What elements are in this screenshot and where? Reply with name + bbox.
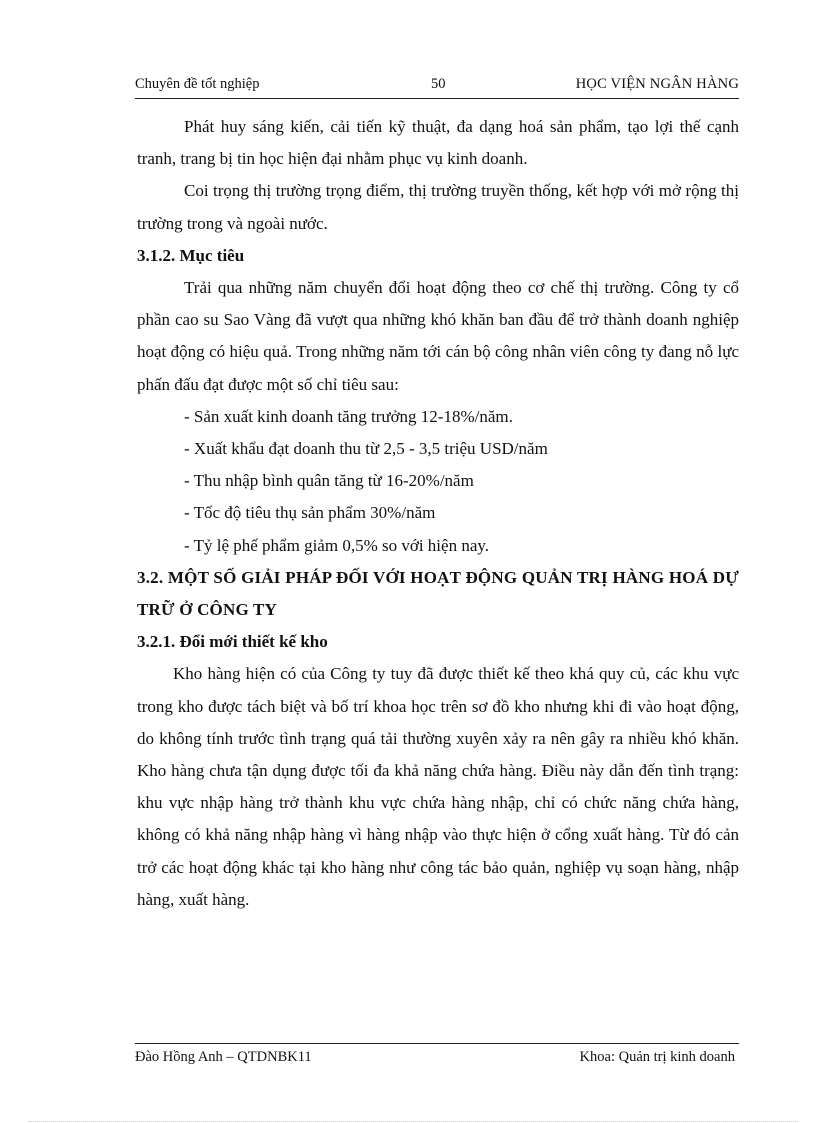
subsection-heading-warehouse-design: 3.2.1. Đổi mới thiết kế kho bbox=[137, 632, 328, 652]
section-heading-objectives: 3.1.2. Mục tiêu bbox=[137, 245, 245, 265]
page-footer bbox=[135, 1043, 739, 1072]
paragraph-market-focus: Coi trọng thị trường trọng điểm, thị trường truyền thống, kết hợp với mở rộng thị trường trong và ngoài nước. bbox=[137, 181, 739, 233]
page-content bbox=[137, 111, 739, 916]
page-header bbox=[135, 76, 739, 99]
footer-faculty: Khoa: Quản trị kinh doanh bbox=[579, 1049, 735, 1065]
list-item: - Tỷ lệ phế phẩm giảm 0,5% so với hiện nay. bbox=[184, 535, 490, 555]
list-item: - Sản xuất kinh doanh tăng trưởng 12-18%/năm. bbox=[184, 406, 513, 426]
list-item: - Xuất khẩu đạt doanh thu từ 2,5 - 3,5 triệu USD/năm bbox=[184, 439, 548, 459]
paragraph-warehouse: Kho hàng hiện có của Công ty tuy đã được thiết kế theo khá quy củ, các khu vực trong kho được tách biệt và bố trí khoa học trên sơ đồ kho nhưng khi đi vào hoạt động, do không tính trước tình trạng quá tải thường xuyên xảy ra nên gây ra nhiều khó khăn. Kho hàng chưa tận dụng được tối đa khả năng chứa hàng. Điều này dẫn đến tình trạng: khu vực nhập hàng trở thành khu vực chứa hàng nhập, chỉ có chức năng chứa hàng, không có khả năng nhập hàng vì hàng nhập vào thực hiện ở cổng xuất hàng. Từ đó cản trở các hoạt động khác tại kho hàng như công tác bảo quản, nghiệp vụ soạn hàng, nhập hàng, xuất hàng. bbox=[137, 664, 739, 909]
header-institution: HỌC VIỆN NGÂN HÀNG bbox=[575, 76, 739, 92]
footer-author: Đào Hồng Anh – QTDNBK11 bbox=[135, 1049, 312, 1065]
list-item: - Thu nhập bình quân tăng từ 16-20%/năm bbox=[184, 471, 474, 491]
section-heading-solutions: 3.2. MỘT SỐ GIẢI PHÁP ĐỐI VỚI HOẠT ĐỘNG QUẢN TRỊ HÀNG HOÁ DỰ TRỮ Ở CÔNG TY bbox=[137, 567, 739, 620]
list-item: - Tốc độ tiêu thụ sản phẩm 30%/năm bbox=[184, 503, 436, 523]
paragraph-objectives-intro: Trải qua những năm chuyển đổi hoạt động theo cơ chế thị trường. Công ty cổ phần cao su Sao Vàng đã vượt qua những khó khăn ban đầu để trở thành doanh nghiệp hoạt động có hiệu quả. Trong những năm tới cán bộ công nhân viên công ty đang nỗ lực phấn đấu đạt được một số chỉ tiêu sau: bbox=[137, 278, 739, 394]
paragraph-innovation: Phát huy sáng kiến, cải tiến kỹ thuật, đa dạng hoá sản phẩm, tạo lợi thế cạnh tranh, trang bị tin học hiện đại nhằm phục vụ kinh doanh. bbox=[137, 117, 739, 169]
header-document-title: Chuyên đề tốt nghiệp bbox=[135, 76, 260, 92]
page-number: 50 bbox=[431, 76, 446, 92]
